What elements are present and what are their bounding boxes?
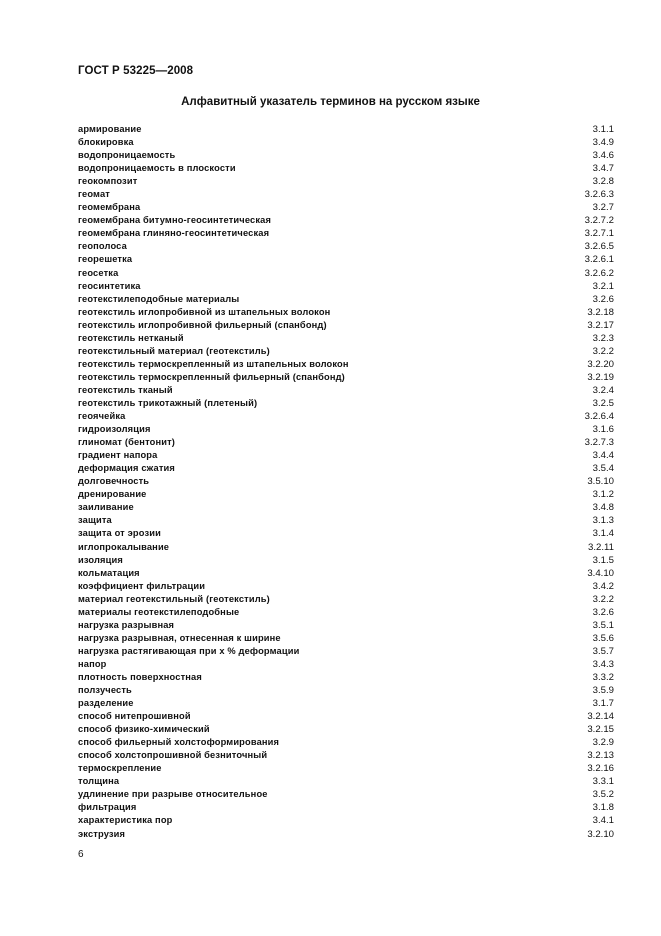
index-entry xyxy=(78,801,614,814)
index-entry-reference: 3.2.6.1 xyxy=(584,254,614,266)
index-entry xyxy=(78,280,614,293)
index-entry-reference: 3.4.10 xyxy=(587,567,614,579)
index-entry xyxy=(78,397,614,410)
index-entry-term: глиномат (бентонит) xyxy=(78,437,176,448)
index-entry-reference: 3.2.6.4 xyxy=(584,411,614,423)
index-entry-reference: 3.4.2 xyxy=(592,580,614,592)
index-entry-term: геотекстилеподобные материалы xyxy=(78,293,240,304)
index-entry xyxy=(78,619,614,632)
index-entry-term: способ физико-химический xyxy=(78,724,210,735)
index-entry-reference: 3.1.8 xyxy=(592,802,614,814)
index-entry-term: защита xyxy=(78,515,112,526)
index-entry xyxy=(78,606,614,619)
index-entry-reference: 3.4.7 xyxy=(592,163,614,175)
index-entry xyxy=(78,371,614,384)
index-entry-reference: 3.4.8 xyxy=(592,502,614,514)
index-entry-term: материалы геотекстилеподобные xyxy=(78,606,240,617)
index-entry xyxy=(78,775,614,788)
index-entry-reference: 3.2.7 xyxy=(592,202,614,214)
index-entry-term: геомембрана глиняно-геосинтетическая xyxy=(78,228,270,239)
index-entry-reference: 3.2.19 xyxy=(587,371,614,383)
index-entry-reference: 3.4.9 xyxy=(592,137,614,149)
index-entry-term: термоскрепление xyxy=(78,763,162,774)
index-entry-reference: 3.2.13 xyxy=(587,750,614,762)
index-entry-reference: 3.5.10 xyxy=(587,476,614,488)
index-entry-term: характеристика пор xyxy=(78,815,173,826)
index-entry xyxy=(78,267,614,280)
index-entry xyxy=(78,501,614,514)
index-entry xyxy=(78,554,614,567)
index-entry-term: напор xyxy=(78,658,107,669)
index-entry-reference: 3.2.6.5 xyxy=(584,241,614,253)
index-entry-term: геотекстиль термоскрепленный из штапельных волокон xyxy=(78,358,349,369)
index-entry-reference: 3.1.7 xyxy=(592,698,614,710)
index-entry xyxy=(78,358,614,371)
index-entry xyxy=(78,410,614,423)
index-entry-reference: 3.2.6 xyxy=(592,606,614,618)
index-entry-reference: 3.5.4 xyxy=(592,463,614,475)
index-entry-reference: 3.2.5 xyxy=(592,397,614,409)
index-entry-term: геотекстиль трикотажный (плетеный) xyxy=(78,397,258,408)
index-entry-term: водопроницаемость xyxy=(78,150,176,161)
index-entry-reference: 3.2.9 xyxy=(592,737,614,749)
index-entry-term: геотекстильный материал (геотекстиль) xyxy=(78,345,270,356)
index-entry xyxy=(78,214,614,227)
index-entry-reference: 3.2.7.1 xyxy=(584,228,614,240)
index-entry xyxy=(78,436,614,449)
index-entry-term: долговечность xyxy=(78,476,150,487)
index-entry xyxy=(78,475,614,488)
index-entry-term: деформация сжатия xyxy=(78,463,175,474)
index-entry-reference: 3.2.20 xyxy=(587,358,614,370)
index-entry-term: блокировка xyxy=(78,137,134,148)
index-entry xyxy=(78,527,614,540)
index-entry xyxy=(78,306,614,319)
index-entry xyxy=(78,710,614,723)
index-entry xyxy=(78,541,614,554)
index-entry xyxy=(78,332,614,345)
index-entry-term: заиливание xyxy=(78,502,134,513)
index-entry-term: гидроизоляция xyxy=(78,424,151,435)
index-entry xyxy=(78,828,614,841)
index-entry-term: геомембрана битумно-геосинтетическая xyxy=(78,215,272,226)
index-entry-reference: 3.2.7.3 xyxy=(584,437,614,449)
index-entry-term: нагрузка разрывная, отнесенная к ширине xyxy=(78,632,281,643)
index-entry xyxy=(78,253,614,266)
index-entry-term: способ холстопрошивной безниточный xyxy=(78,750,268,761)
index-entry-reference: 3.4.1 xyxy=(592,815,614,827)
index-entry-reference: 3.2.16 xyxy=(587,763,614,775)
index-entry-reference: 3.2.6.3 xyxy=(584,189,614,201)
index-entry-term: геосинтетика xyxy=(78,280,141,291)
index-entry-reference: 3.4.3 xyxy=(592,658,614,670)
index-entry-reference: 3.2.6 xyxy=(592,293,614,305)
page-number: 6 xyxy=(78,849,84,860)
index-entry xyxy=(78,697,614,710)
index-entry xyxy=(78,671,614,684)
index-entry-term: геомембрана xyxy=(78,202,141,213)
index-entry xyxy=(78,149,614,162)
index-entry-term: геомат xyxy=(78,189,110,200)
index-entry-term: экструзия xyxy=(78,828,126,839)
index-entry-reference: 3.5.2 xyxy=(592,789,614,801)
index-entry xyxy=(78,514,614,527)
index-entry xyxy=(78,188,614,201)
index-entry-reference: 3.2.14 xyxy=(587,711,614,723)
index-entry-reference: 3.2.11 xyxy=(588,541,614,553)
index-entry-reference: 3.1.2 xyxy=(592,489,614,501)
index-entry xyxy=(78,449,614,462)
index-entry xyxy=(78,175,614,188)
index-entry-reference: 3.2.17 xyxy=(587,319,614,331)
index-entry xyxy=(78,632,614,645)
index-entry-reference: 3.2.2 xyxy=(592,593,614,605)
index-entry-term: геотекстиль термоскрепленный фильерный (спанбонд) xyxy=(78,371,345,382)
document-header: ГОСТ Р 53225—2008 xyxy=(78,65,194,77)
index-entry-reference: 3.1.5 xyxy=(592,554,614,566)
index-title: Алфавитный указатель терминов на русском языке xyxy=(181,96,480,108)
index-entry-reference: 3.2.2 xyxy=(592,345,614,357)
index-entry-reference: 3.4.6 xyxy=(592,150,614,162)
index-entry-term: армирование xyxy=(78,124,142,134)
index-entry xyxy=(78,319,614,332)
index-entry xyxy=(78,567,614,580)
index-entry-term: геоячейка xyxy=(78,411,126,422)
index-entry xyxy=(78,384,614,397)
index-entry xyxy=(78,293,614,306)
index-entry-reference: 3.2.15 xyxy=(587,724,614,736)
index-entry-term: защита от эрозии xyxy=(78,528,161,539)
index-entry xyxy=(78,736,614,749)
index-entry-term: геотекстиль иглопробивной фильерный (спанбонд) xyxy=(78,319,327,330)
index-entry xyxy=(78,788,614,801)
index-entry-term: нагрузка разрывная xyxy=(78,619,175,630)
index-entry xyxy=(78,345,614,358)
index-entry-term: материал геотекстильный (геотекстиль) xyxy=(78,593,270,604)
index-entry-reference: 3.2.8 xyxy=(592,176,614,188)
index-entry-term: способ фильерный холстоформирования xyxy=(78,737,280,748)
index-entry-term: фильтрация xyxy=(78,802,137,813)
index-entry-term: изоляция xyxy=(78,554,123,565)
index-entry xyxy=(78,488,614,501)
index-entry-reference: 3.2.18 xyxy=(587,306,614,318)
index-entry-reference: 3.5.6 xyxy=(592,632,614,644)
index-entry xyxy=(78,749,614,762)
index-entry xyxy=(78,136,614,149)
index-entry-term: разделение xyxy=(78,698,134,709)
index-entry-term: геотекстиль иглопробивной из штапельных волокон xyxy=(78,306,331,317)
index-entry-term: удлинение при разрыве относительное xyxy=(78,789,268,800)
index-entry xyxy=(78,645,614,658)
index-entry xyxy=(78,580,614,593)
index-entry xyxy=(78,658,614,671)
index-entry xyxy=(78,723,614,736)
index-entry-term: коэффициент фильтрации xyxy=(78,580,206,591)
index-entry xyxy=(78,423,614,436)
index-entry xyxy=(78,123,614,136)
index-entry-reference: 3.3.2 xyxy=(592,671,614,683)
index-entry-reference: 3.2.10 xyxy=(587,828,614,840)
index-entry-reference: 3.2.6.2 xyxy=(584,267,614,279)
index-entry-reference: 3.2.1 xyxy=(592,280,614,292)
index-entry xyxy=(78,162,614,175)
index-entry xyxy=(78,762,614,775)
index-entry-reference: 3.1.3 xyxy=(592,515,614,527)
index-entry-term: градиент напора xyxy=(78,450,158,461)
index-entry-term: нагрузка растягивающая при x % деформации xyxy=(78,645,300,656)
index-entry-term: кольматация xyxy=(78,567,140,578)
terms-index-list xyxy=(78,123,614,841)
index-entry-reference: 3.5.7 xyxy=(592,645,614,657)
index-entry-term: геотекстиль тканый xyxy=(78,384,173,395)
index-entry xyxy=(78,240,614,253)
index-entry-term: ползучесть xyxy=(78,685,132,696)
index-entry-reference: 3.1.1 xyxy=(592,124,614,135)
index-entry-reference: 3.5.9 xyxy=(592,685,614,697)
index-entry-term: толщина xyxy=(78,776,120,787)
index-entry-reference: 3.3.1 xyxy=(592,776,614,788)
index-entry-term: геокомпозит xyxy=(78,176,138,187)
index-entry-reference: 3.2.4 xyxy=(592,384,614,396)
index-entry-term: способ нитепрошивной xyxy=(78,711,191,722)
index-entry-reference: 3.1.4 xyxy=(592,528,614,540)
index-entry-term: дренирование xyxy=(78,489,147,500)
index-entry xyxy=(78,462,614,475)
index-entry-term: геосетка xyxy=(78,267,119,278)
index-entry-reference: 3.5.1 xyxy=(592,619,614,631)
index-entry-reference: 3.4.4 xyxy=(592,450,614,462)
index-entry-term: водопроницаемость в плоскости xyxy=(78,163,236,174)
index-entry-term: иглопрокалывание xyxy=(78,541,170,552)
index-entry xyxy=(78,593,614,606)
index-entry-term: геотекстиль нетканый xyxy=(78,332,184,343)
index-entry-reference: 3.2.7.2 xyxy=(584,215,614,227)
index-entry-term: плотность поверхностная xyxy=(78,671,202,682)
index-entry xyxy=(78,814,614,827)
index-entry-reference: 3.1.6 xyxy=(592,424,614,436)
index-entry xyxy=(78,201,614,214)
index-entry-reference: 3.2.3 xyxy=(592,332,614,344)
index-entry xyxy=(78,227,614,240)
index-entry xyxy=(78,684,614,697)
index-entry-term: геополоса xyxy=(78,241,127,252)
index-entry-term: георешетка xyxy=(78,254,133,265)
